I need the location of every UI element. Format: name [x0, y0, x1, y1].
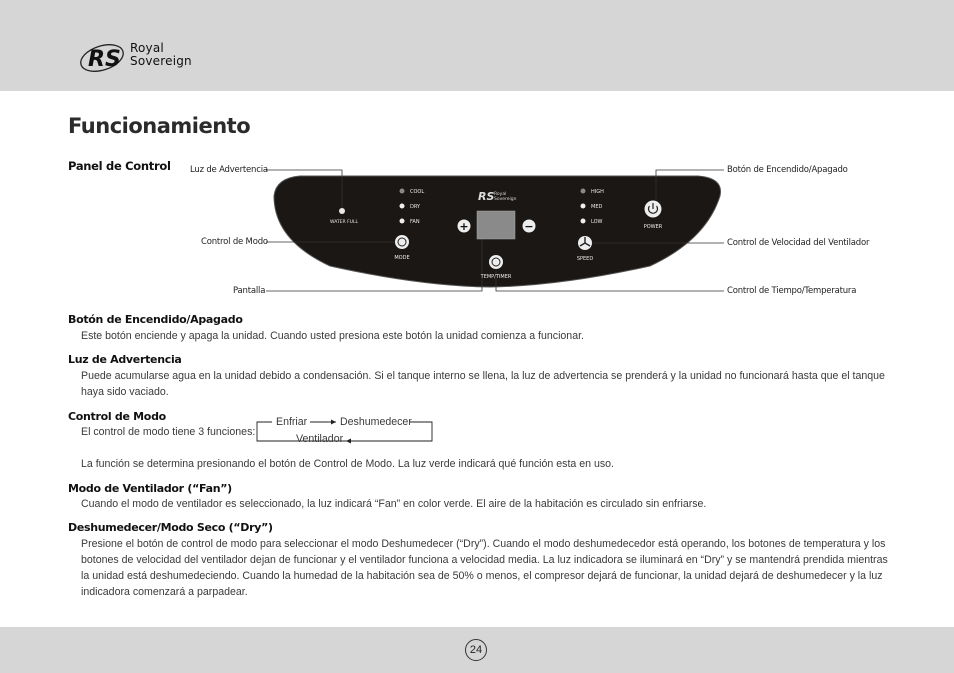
- section-text-power: Este botón enciende y apaga la unidad. Cuando usted presiona este botón la unidad comienza a funcionar.: [81, 330, 584, 342]
- water-full-light: [339, 208, 345, 214]
- panel-brand-line2: Sovereign: [494, 197, 517, 202]
- temp-timer-button: [489, 255, 503, 269]
- callout-power-button: Botón de Encendido/Apagado: [727, 165, 848, 175]
- section-text-warning: Puede acumularse agua en la unidad debido a condensación. Si el tanque interno se llena, la luz de advertencia se prenderá y la unidad no funcionará hasta que el tanque haya sido vaciado.: [81, 370, 885, 398]
- svg-text:RS: RS: [478, 190, 495, 203]
- svg-text:+: +: [459, 220, 469, 233]
- section-text-mode: El control de modo tiene 3 funciones:: [81, 426, 256, 438]
- water-full-label: WATER FULL: [330, 220, 358, 225]
- panel-brand-line1: Royal: [494, 192, 507, 197]
- indicator-low: LOW: [591, 219, 603, 225]
- mode-enfriar: Enfriar: [276, 416, 308, 428]
- section-text-mode-detail: La función se determina presionando el botón de Control de Modo. La luz verde indicará qué función esta en uso.: [81, 458, 614, 470]
- page-title: Funcionamiento: [68, 114, 251, 138]
- section-heading-dry: Deshumedecer/Modo Seco (“Dry”): [68, 521, 273, 534]
- indicator-cool: COOL: [410, 189, 425, 195]
- section-text-fan: Cuando el modo de ventilador es seleccionado, la luz indicará “Fan” en color verde. El aire de la habitación es circulado sin enfriarse.: [81, 498, 707, 510]
- indicator-high: HIGH: [591, 189, 604, 195]
- callout-time-temp: Control de Tiempo/Temperatura: [727, 286, 857, 296]
- mode-ventilador: Ventilador: [296, 433, 344, 445]
- indicator-fan: FAN: [410, 219, 420, 225]
- power-label: POWER: [643, 224, 663, 230]
- callout-display: Pantalla: [233, 286, 266, 296]
- mode-button: [395, 235, 409, 249]
- callout-fan-speed: Control de Velocidad del Ventilador: [727, 238, 870, 248]
- section-heading-mode: Control de Modo: [68, 410, 166, 423]
- svg-text:−: −: [524, 220, 534, 233]
- section-heading-fan: Modo de Ventilador (“Fan”): [68, 482, 232, 495]
- section-heading-power: Botón de Encendido/Apagado: [68, 313, 243, 326]
- indicator-dry: DRY: [410, 204, 421, 210]
- brand-line2: Sovereign: [130, 54, 192, 68]
- display-screen: [477, 211, 515, 239]
- mode-deshumedecer: Deshumedecer: [340, 416, 412, 428]
- brand-line1: Royal: [130, 41, 164, 55]
- speed-label: SPEED: [576, 256, 594, 262]
- section-heading-warning: Luz de Advertencia: [68, 353, 182, 366]
- page-number: 24: [465, 639, 487, 661]
- panel-heading: Panel de Control: [68, 159, 171, 173]
- indicator-med: MED: [591, 204, 603, 210]
- mode-label: MODE: [394, 255, 410, 261]
- callout-mode-control: Control de Modo: [201, 237, 268, 247]
- rs-logo-text: RS: [88, 47, 121, 72]
- callout-warning-light: Luz de Advertencia: [190, 165, 268, 175]
- section-text-dry: Presione el botón de control de modo para seleccionar el modo Deshumedecer (“Dry”). Cuando el modo deshumedecedor está operando, los botones de temperatura y los botones de velocidad del ventilador dejan de funcionar y el ventilador funciona a velocidad media. La luz indicadora se iluminará en “Dry” y se mantendrá prendida mientras la unidad está deshumedeciendo. Cuando la humedad de la habitación sea de 50% o menos, el compresor dejará de funcionar, la unidad dejará de deshumedecer y la luz indicadora comenzará a parpadear.: [81, 538, 888, 598]
- temp-timer-label: TEMP/TIMER: [480, 274, 512, 280]
